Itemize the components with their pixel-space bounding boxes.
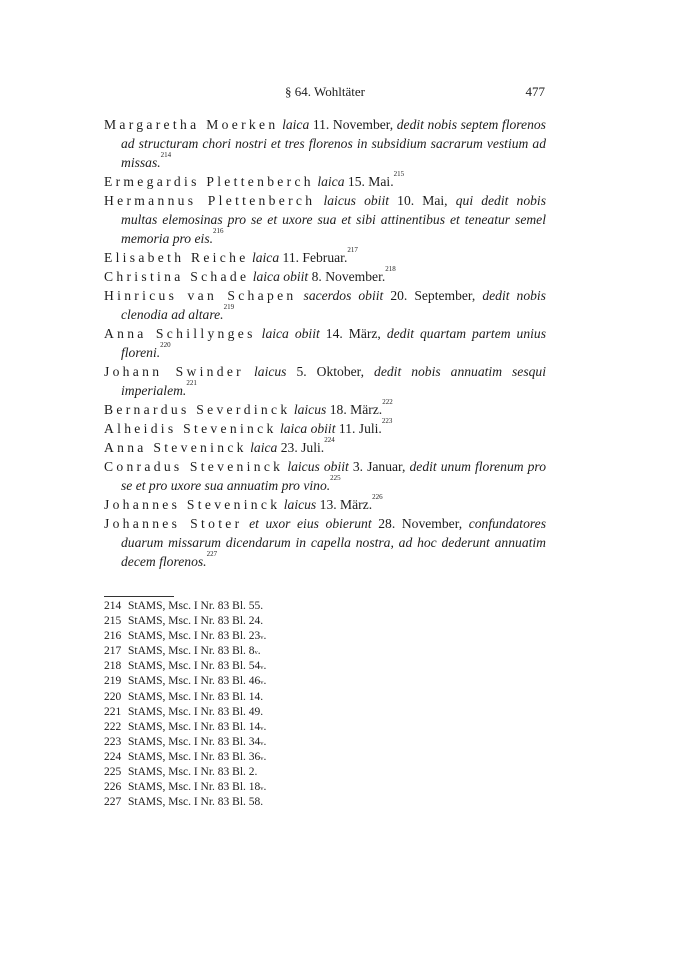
footnote-separator [104,596,174,597]
entry-date: 23. Juli. [280,440,325,455]
footnote-text: StAMS, Msc. I Nr. 83 Bl. 36 [128,750,261,763]
benefactor-entry [104,286,546,324]
footnote-number: 216 [104,630,122,643]
entry-date: 13. März. [319,497,373,512]
entry-status: laica obiit [261,326,320,341]
footnote-number: 224 [104,750,122,763]
entry-text: dedit nobis clenodia ad altare. [121,288,546,322]
footnote-text: StAMS, Msc. I Nr. 83 Bl. 2. [128,766,258,779]
footnote-ref: 226 [372,493,383,501]
footnote-ref: 214 [160,151,172,159]
footnote [104,705,404,720]
verso-mark: v [254,649,258,657]
benefactor-entry [104,172,546,191]
entry-date: 11. Juli. [338,421,382,436]
footnote-number: 218 [104,660,122,673]
entry-status: sacerdos obiit [303,288,384,303]
benefactor-entry [104,514,546,571]
entry-name: Hinricus van Schapen [104,288,297,303]
benefactor-entry [104,495,546,514]
entry-status: et uxor eius obierunt [249,516,372,531]
footnote-number: 214 [104,600,122,612]
verso-mark: v [260,724,264,732]
entry-status: laicus [283,497,317,512]
footnote [104,765,404,780]
footnote-number: 226 [104,781,122,794]
entry-text: dedit nobis annuatim sesqui imperialem. [121,364,546,398]
footnote-text: StAMS, Msc. I Nr. 83 Bl. 23 [128,630,261,643]
footnote [104,614,404,629]
footnote-ref: 221 [186,379,197,387]
entry-name: Christina Schade [104,269,250,284]
entry-date: 11. November, [312,117,394,132]
entry-date: 28. November, [378,516,463,531]
footnote-ref: 227 [206,550,218,558]
entry-date: 10. Mai, [397,193,448,208]
entry-date: 18. März. [329,402,383,417]
benefactor-entry [104,457,546,495]
benefactor-entry [104,191,546,248]
entry-text: qui dedit nobis multas elemosinas pro se et uxore sua et sibi attinentibus et teneatur semel memoria pro eis. [121,193,546,246]
entry-status: laica [317,174,345,189]
footnote-number: 222 [104,720,122,733]
footnote-ref: 224 [324,436,335,444]
entry-text: confundatores duarum missarum dicendarum in capella nostra, ad hoc dederunt annuatim decem florenos. [121,516,546,569]
footnote: 223 StAMS, Msc. I Nr. 83 Bl. 34$^v$. [104,735,404,750]
benefactor-entry [104,438,546,457]
entry-date: 15. Mai. [347,174,394,189]
footnote [104,690,404,705]
footnotes [104,599,404,810]
entry-name: Margaretha Moerken [104,117,279,132]
footnote-ref: 222 [382,398,393,406]
verso-mark: v [260,634,264,642]
footnote: 218 StAMS, Msc. I Nr. 83 Bl. 54$^v$. [104,659,404,674]
entry-status: laica [250,440,278,455]
entry-name: Alheidis Steveninck [104,421,277,436]
benefactor-list [104,115,546,571]
section-title: § 64. Wohltäter [285,84,365,99]
footnote-text: StAMS, Msc. I Nr. 83 Bl. 24. [128,615,264,628]
footnote-number: 220 [104,690,122,703]
entry-name: Ermegardis Plettenberch [104,174,314,189]
benefactor-entry [104,115,546,172]
footnote-number: 227 [104,796,122,809]
footnote-text: StAMS, Msc. I Nr. 83 Bl. 8 [128,645,255,658]
footnote-text: StAMS, Msc. I Nr. 83 Bl. 58. [128,796,264,809]
entry-date: 8. November. [311,269,386,284]
footnote-number: 219 [104,675,122,688]
entry-status: laica obiit [252,269,309,284]
entry-status: laica [251,250,280,265]
footnote: 226 StAMS, Msc. I Nr. 83 Bl. 18$^v$. [104,780,404,795]
footnote-text: StAMS, Msc. I Nr. 83 Bl. 46 [128,675,261,688]
footnote-text: StAMS, Msc. I Nr. 83 Bl. 55. [128,600,264,612]
footnote: 222 StAMS, Msc. I Nr. 83 Bl. 14$^v$. [104,720,404,735]
footnote-ref: 223 [381,417,393,425]
benefactor-entry [104,248,546,267]
entry-text: dedit nobis septem florenos ad structuram chori nostri et tres florenos in subsidium sacrarum vestium ad missas. [121,117,546,170]
entry-date: 5. Oktober, [296,364,365,379]
footnote: 219 StAMS, Msc. I Nr. 83 Bl. 46$^v$. [104,674,404,689]
entry-date: 20. September, [390,288,476,303]
footnote [104,599,404,614]
footnote-number: 217 [104,645,122,658]
footnote: 224 StAMS, Msc. I Nr. 83 Bl. 36$^v$. [104,750,404,765]
entry-name: Johannes Stoter [104,516,243,531]
footnote-ref: 218 [385,265,396,273]
entry-name: Johannes Steveninck [104,497,281,512]
entry-date: 11. Februar. [282,250,348,265]
footnote-ref: 215 [393,170,405,178]
footnote-ref: 217 [347,246,358,254]
entry-text: dedit quartam partem unius floreni. [121,326,547,360]
footnote-text: StAMS, Msc. I Nr. 83 Bl. 14. [128,690,264,703]
footnote-text: StAMS, Msc. I Nr. 83 Bl. 14 [128,720,261,733]
footnote-ref: 220 [160,341,171,349]
entry-name: Bernardus Severdinck [104,402,291,417]
benefactor-entry [104,267,546,286]
entry-status: laicus obiit [323,193,390,208]
benefactor-entry [104,362,546,400]
entry-name: Hermannus Plettenberch [104,193,316,208]
verso-mark: v [260,664,264,672]
footnote-text: StAMS, Msc. I Nr. 83 Bl. 34 [128,735,261,748]
footnote-ref: 216 [213,227,224,235]
verso-mark: v [260,754,264,762]
entry-name: Anna Steveninck [104,440,247,455]
entry-status: laicus obiit [287,459,349,474]
footnote: 217 StAMS, Msc. I Nr. 83 Bl. 8$^v$. [104,644,404,659]
entry-text: dedit unum florenum pro se et pro uxore sua annuatim pro vino. [121,459,547,493]
entry-name: Johann Swinder [104,364,245,379]
footnote-number: 225 [104,766,122,779]
entry-name: Anna Schillynges [104,326,256,341]
benefactor-entry [104,400,546,419]
footnote: 216 StAMS, Msc. I Nr. 83 Bl. 23$^v$. [104,629,404,644]
footnote-ref: 225 [330,474,341,482]
footnote-ref: 219 [223,303,235,311]
verso-mark: v [260,739,264,747]
entry-status: laica obiit [279,421,336,436]
page-number: 477 [525,84,545,99]
entry-status: laicus [254,364,287,379]
footnote [104,795,404,810]
footnote-number: 221 [104,705,122,718]
footnote-number: 223 [104,735,122,748]
running-header [105,84,545,104]
footnote-text: StAMS, Msc. I Nr. 83 Bl. 49. [128,705,264,718]
footnote-number: 215 [104,615,122,628]
footnote-text: StAMS, Msc. I Nr. 83 Bl. 18 [128,781,261,794]
entry-name: Conradus Steveninck [104,459,284,474]
benefactor-entry [104,324,546,362]
entry-status: laicus [293,402,327,417]
verso-mark: v [260,679,264,687]
entry-date: 14. März, [325,326,381,341]
verso-mark: v [260,785,264,793]
footnote-text: StAMS, Msc. I Nr. 83 Bl. 54 [128,660,261,673]
entry-name: Elisabeth Reiche [104,250,249,265]
entry-status: laica [282,117,310,132]
entry-date: 3. Januar, [352,459,406,474]
